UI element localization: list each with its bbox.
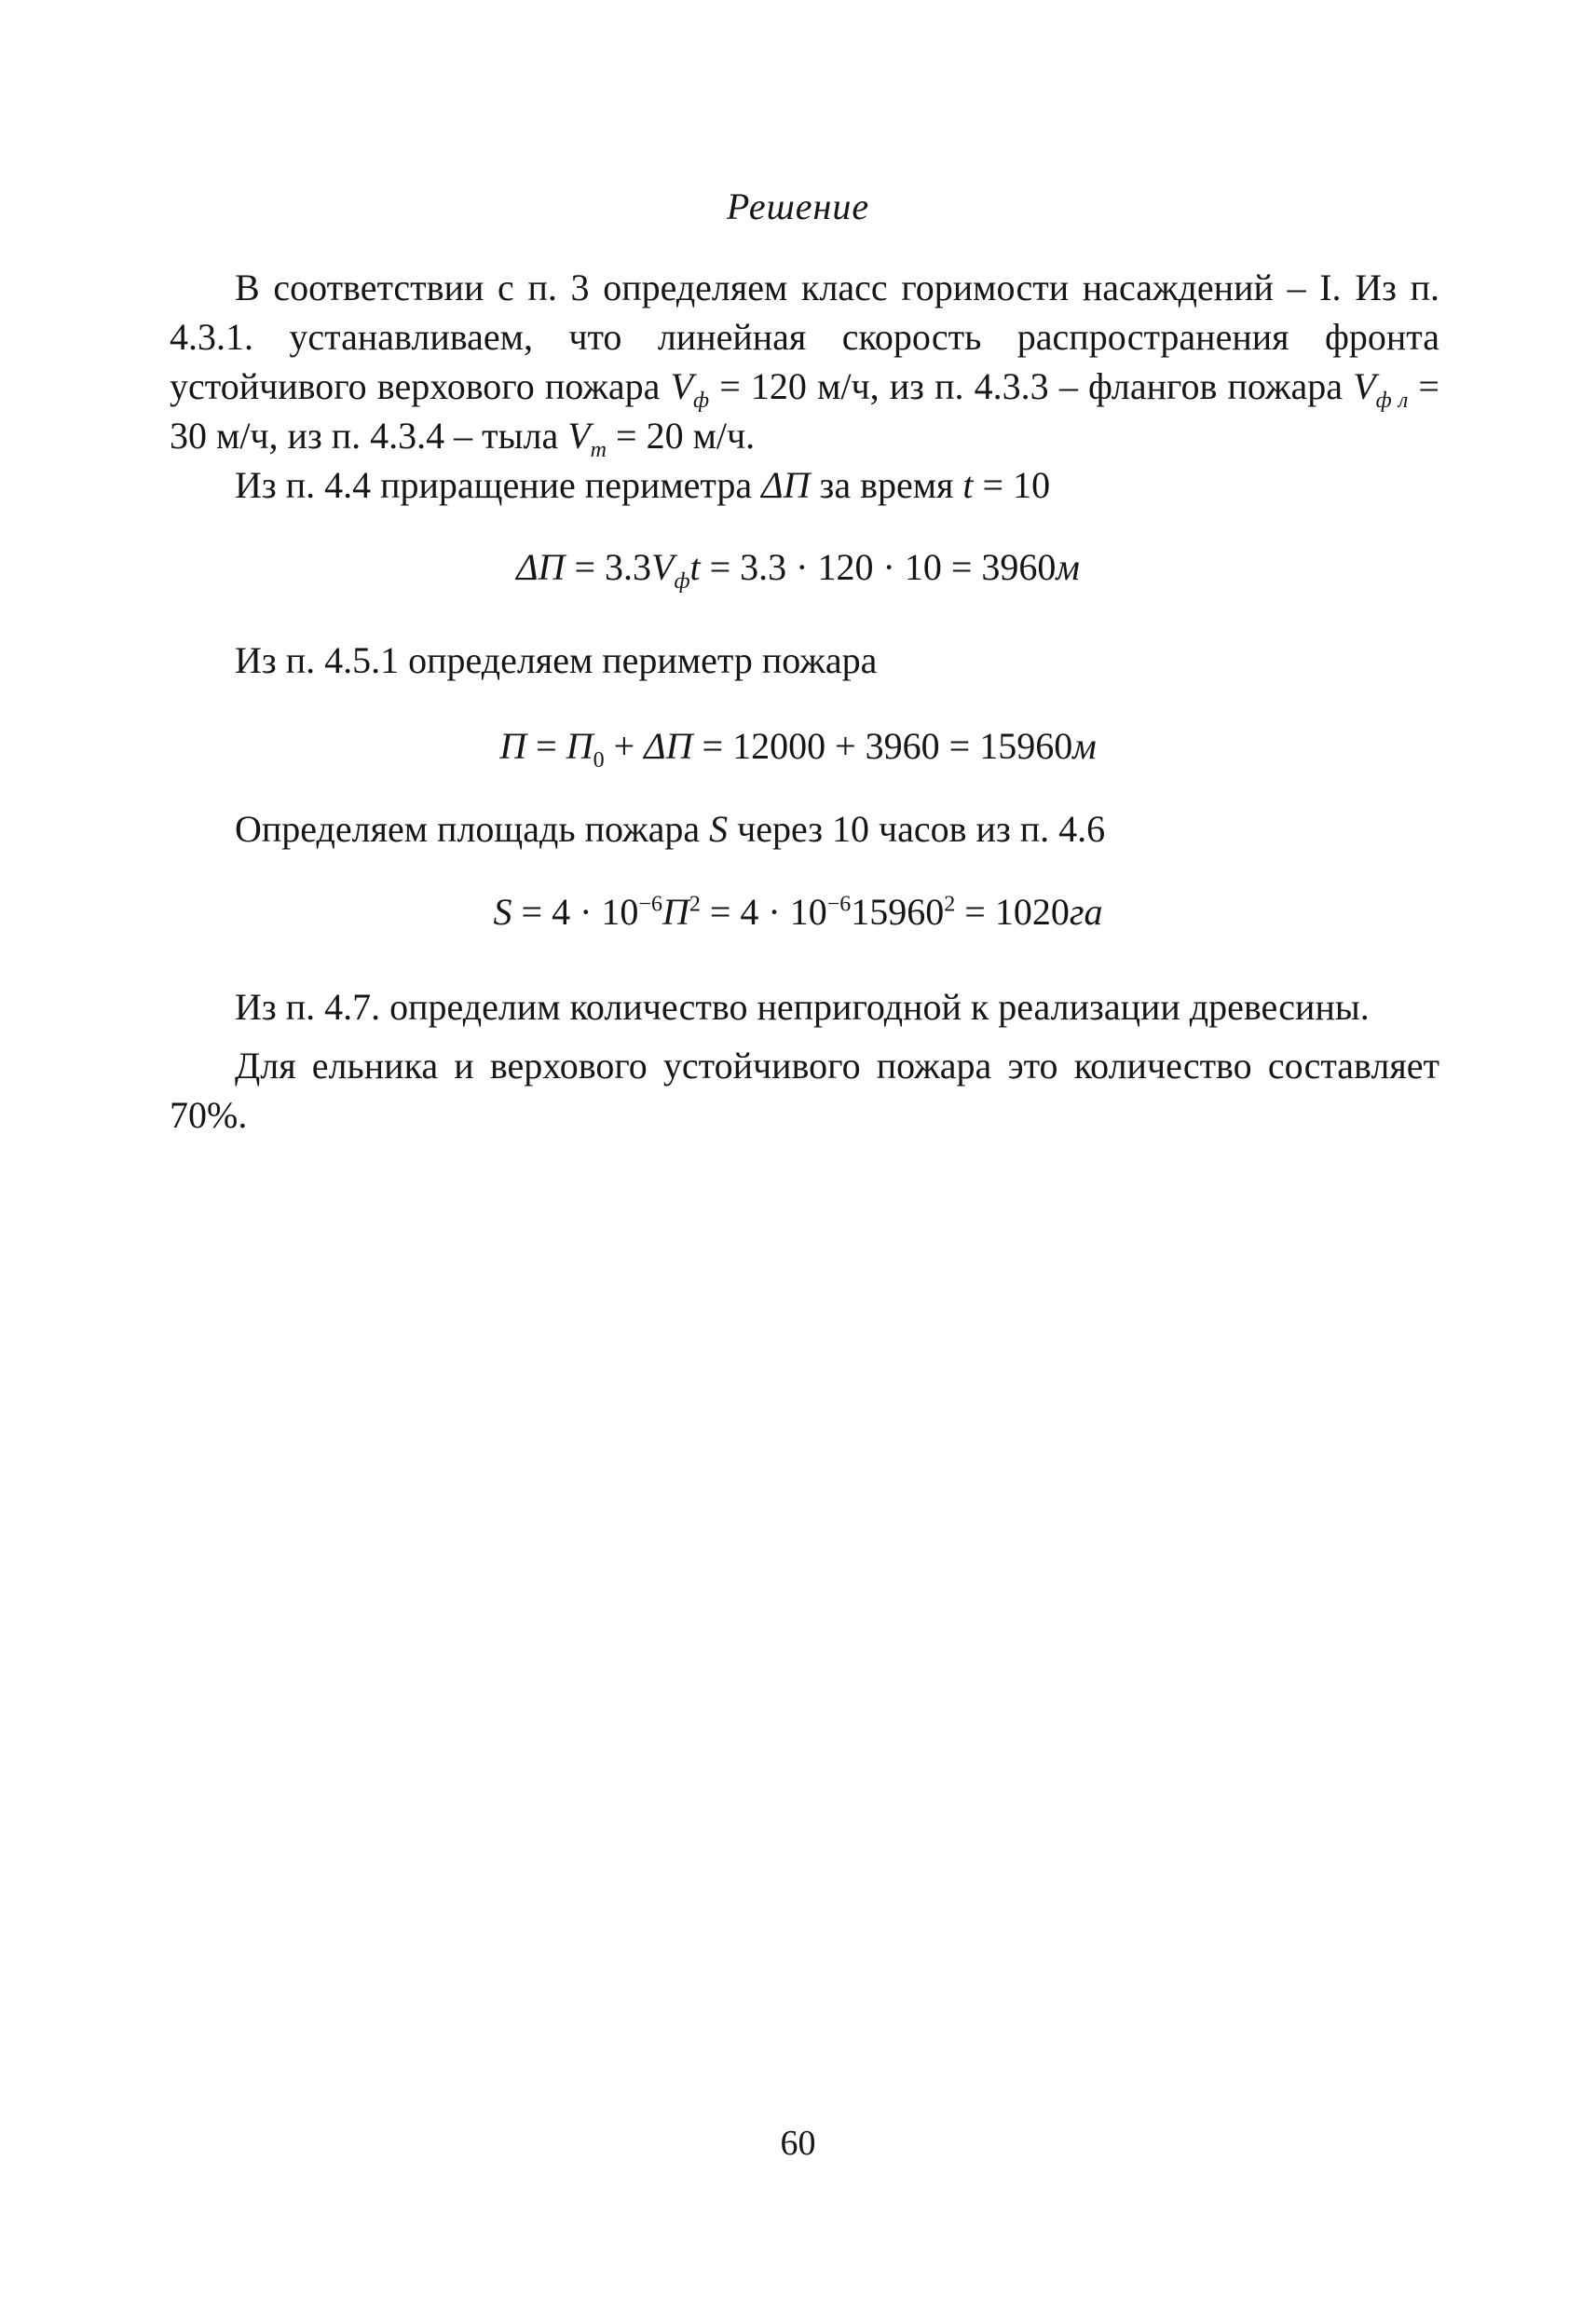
eq-text: =: [526, 725, 566, 767]
delta-perimeter-symbol: ΔП: [761, 464, 811, 506]
text-run: Из п. 4.4 приращение периметра: [235, 464, 762, 506]
paragraph-perimeter-increment: [170, 460, 1439, 510]
velocity-front-subscript: ф: [693, 389, 710, 413]
text-run: за время: [810, 464, 963, 506]
velocity-rear-symbol: V: [567, 415, 591, 457]
equation-delta-perimeter: [0, 545, 1596, 594]
time-symbol: t: [962, 464, 974, 506]
eq-symbol: ΔП: [644, 725, 693, 767]
eq-symbol: S: [493, 891, 512, 933]
area-symbol: S: [709, 808, 729, 850]
paragraph-unusable-wood: Из п. 4.7. определим количество непригодной к реализации древесины.: [235, 986, 1370, 1028]
eq-text: = 12000 + 3960 = 15960: [692, 725, 1073, 767]
equation-perimeter: [0, 724, 1596, 773]
eq-symbol: V: [651, 546, 675, 588]
text-run: = 30 м/ч, из п. 4.3.4 – тыла: [170, 365, 1439, 457]
paragraph-group-4: [170, 982, 1439, 1140]
text-run: Определяем площадь пожара: [235, 808, 710, 850]
eq-subscript: ф: [674, 569, 690, 594]
velocity-front-symbol: V: [670, 365, 694, 407]
eq-text: = 1020: [955, 891, 1070, 933]
eq-text: = 3.3 · 120 · 10 = 3960: [700, 546, 1057, 588]
text-run: В соответствии с п. 3 определяем класс горимости насаждений – I. Из п. 4.3.1. устанавливаем, что линейная скорость распространения фронта устойчивого верхового пожара: [170, 267, 1439, 407]
eq-symbol: П: [499, 725, 527, 767]
eq-superscript: −6: [826, 892, 852, 917]
section-title: Решение: [726, 185, 870, 227]
text-run: через 10 часов из п. 4.6: [728, 808, 1106, 850]
velocity-flank-symbol: V: [1353, 365, 1376, 407]
paragraph-spruce-percentage: Для ельника и верхового устойчивого пожара это количество составляет 70%.: [170, 1045, 1439, 1136]
paragraph-group-1: [170, 263, 1439, 510]
eq-text: +: [604, 725, 645, 767]
eq-unit: м: [1072, 725, 1097, 767]
velocity-flank-subscript: ф л: [1375, 389, 1409, 413]
velocity-rear-subscript: т: [590, 438, 607, 462]
paragraph-group-2: [170, 636, 1439, 685]
text-run: = 20 м/ч.: [607, 415, 756, 457]
eq-superscript: −6: [638, 892, 662, 917]
paragraph-class-speeds: [170, 263, 1439, 460]
eq-subscript: 0: [593, 748, 605, 773]
paragraph-perimeter: Из п. 4.5.1 определяем периметр пожара: [235, 639, 878, 681]
eq-text: = 3.3: [565, 546, 652, 588]
eq-text: = 4 · 10: [700, 891, 827, 933]
eq-symbol: П: [662, 891, 689, 933]
paragraph-area: [170, 804, 1439, 854]
equation-area: [0, 890, 1596, 934]
paragraph-group-3: [170, 804, 1439, 854]
eq-text: 15960: [851, 891, 945, 933]
eq-symbol: ΔП: [516, 546, 566, 588]
text-run: = 120 м/ч, из п. 4.3.3 – флангов пожара: [709, 365, 1354, 407]
eq-unit: м: [1056, 546, 1080, 588]
eq-superscript: 2: [689, 892, 701, 917]
eq-symbol: П: [566, 725, 593, 767]
eq-superscript: 2: [944, 892, 956, 917]
eq-symbol: t: [689, 546, 701, 588]
page-number: 60: [780, 2124, 816, 2163]
eq-unit: га: [1069, 891, 1103, 933]
text-run: = 10: [973, 464, 1051, 506]
eq-text: = 4 · 10: [512, 891, 639, 933]
